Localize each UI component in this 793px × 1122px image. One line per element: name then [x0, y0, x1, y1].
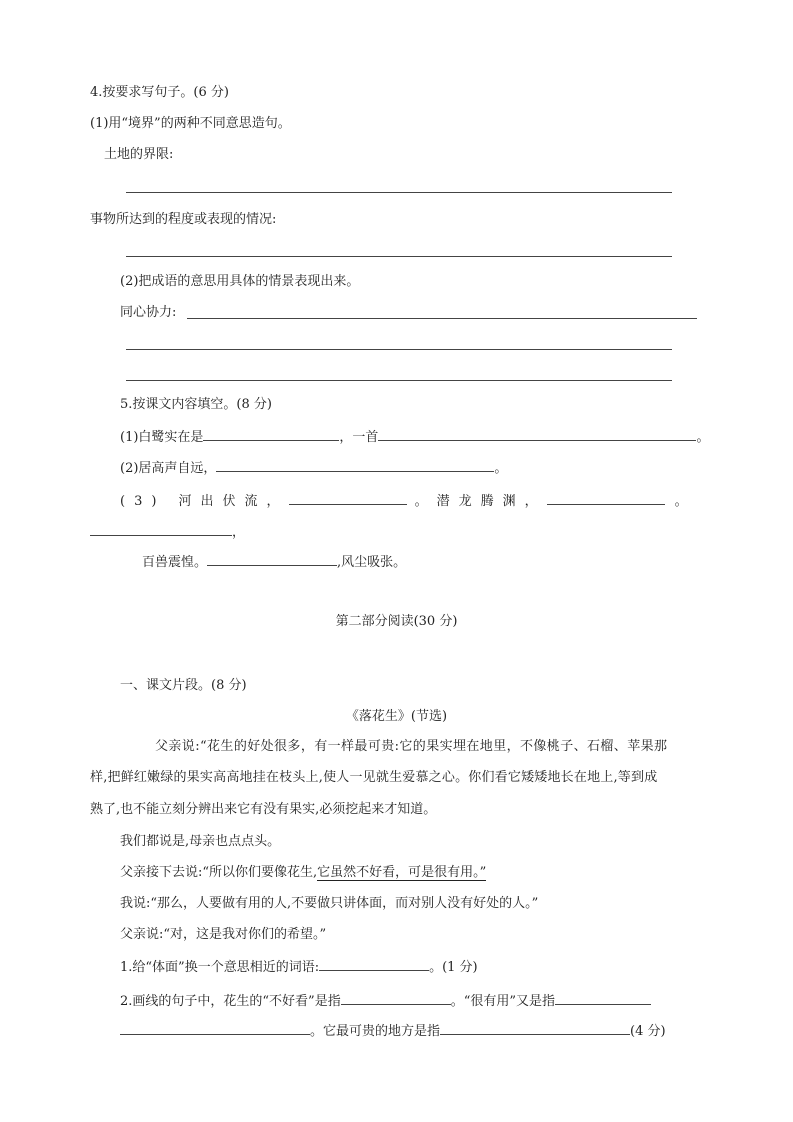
text: ，一首	[339, 430, 379, 445]
text: (4 分)	[630, 1024, 666, 1039]
section-title: 一、课文片段。(8 分)	[120, 678, 247, 693]
passage-line: 父亲说:“花生的好处很多，有一样最可贵:它的果实埋在地里，不像桃子、石榴、苹果那	[155, 739, 668, 754]
question-1	[120, 958, 478, 976]
q5-s3	[120, 492, 688, 510]
blank[interactable]	[289, 492, 407, 505]
blank[interactable]	[203, 428, 339, 441]
underlined-sentence: 它虽然不好看，可是很有用。”	[317, 865, 487, 880]
passage-line: 父亲说:“对，这是我对你们的希望。”	[120, 927, 327, 942]
q5-s1	[120, 428, 709, 446]
part2-heading: 第二部分阅读(30 分)	[335, 614, 458, 629]
q4-part1: (1)用“境界”的两种不同意思造句。	[90, 116, 291, 131]
text: ，	[232, 525, 246, 540]
blank[interactable]	[378, 428, 696, 441]
text: 。它最可贵的地方是指	[310, 1024, 441, 1039]
passage-line	[120, 865, 486, 881]
text: 。	[494, 461, 508, 476]
question-2	[120, 992, 651, 1010]
answer-line	[126, 192, 672, 193]
idiom-label: 同心协力:	[120, 305, 177, 320]
blank[interactable]	[555, 992, 651, 1005]
blank[interactable]	[207, 553, 337, 566]
meaning2-label: 事物所达到的程度或表现的情况:	[90, 212, 277, 227]
answer-line	[126, 380, 672, 381]
blank[interactable]	[440, 1022, 630, 1035]
q4-title: 4.按要求写句子。(6 分)	[90, 85, 229, 100]
text: 父亲接下去说:“所以你们要像花生,	[120, 865, 318, 880]
passage-line: 我们都说是,母亲也点点头。	[120, 834, 281, 849]
passage-title: 《落花生》(节选)	[345, 709, 448, 724]
q5-s4	[142, 553, 406, 571]
answer-line	[126, 256, 672, 257]
text: (2)居高声自远，	[120, 461, 217, 476]
meaning1-label: 土地的界限:	[104, 147, 174, 162]
blank[interactable]	[120, 1022, 310, 1035]
text: 。(1 分)	[429, 960, 478, 975]
q5-title: 5.按课文内容填空。(8 分)	[120, 397, 272, 412]
answer-line	[126, 349, 672, 350]
text: (1)白鹭实在是	[120, 430, 204, 445]
text: 1.给“体面”换一个意思相近的词语:	[120, 960, 320, 975]
passage-line: 我说:“那么，人要做有用的人,不要做只讲体面，而对别人没有好处的人。”	[120, 896, 539, 911]
blank[interactable]	[216, 459, 494, 472]
text: 2.画线的句子中，花生的“不好看”是指	[120, 994, 341, 1009]
q5-s3-cont	[90, 523, 245, 541]
answer-line	[187, 318, 697, 319]
text: 。潜龙腾渊，	[414, 494, 547, 509]
blank[interactable]	[90, 523, 232, 536]
blank[interactable]	[547, 492, 665, 505]
blank[interactable]	[341, 992, 451, 1005]
text: 。	[674, 494, 688, 509]
q4-part2: (2)把成语的意思用具体的情景表现出来。	[120, 274, 360, 289]
passage-line: 熟了,也不能立刻分辨出来它有没有果实,必须挖起来才知道。	[90, 802, 437, 817]
text: 百兽震惶。	[142, 555, 208, 570]
passage-line: 样,把鲜红嫩绿的果实高高地挂在枝头上,使人一见就生爱慕之心。你们看它矮矮地长在地上,等到成	[90, 770, 658, 785]
text: ,风尘吸张。	[337, 555, 407, 570]
text: 。	[696, 430, 710, 445]
text: 。“很有用”又是指	[450, 994, 555, 1009]
question-2-cont	[120, 1022, 666, 1040]
blank[interactable]	[319, 958, 429, 971]
q5-s2	[120, 459, 507, 477]
text: (3) 河出伏流，	[120, 494, 289, 509]
